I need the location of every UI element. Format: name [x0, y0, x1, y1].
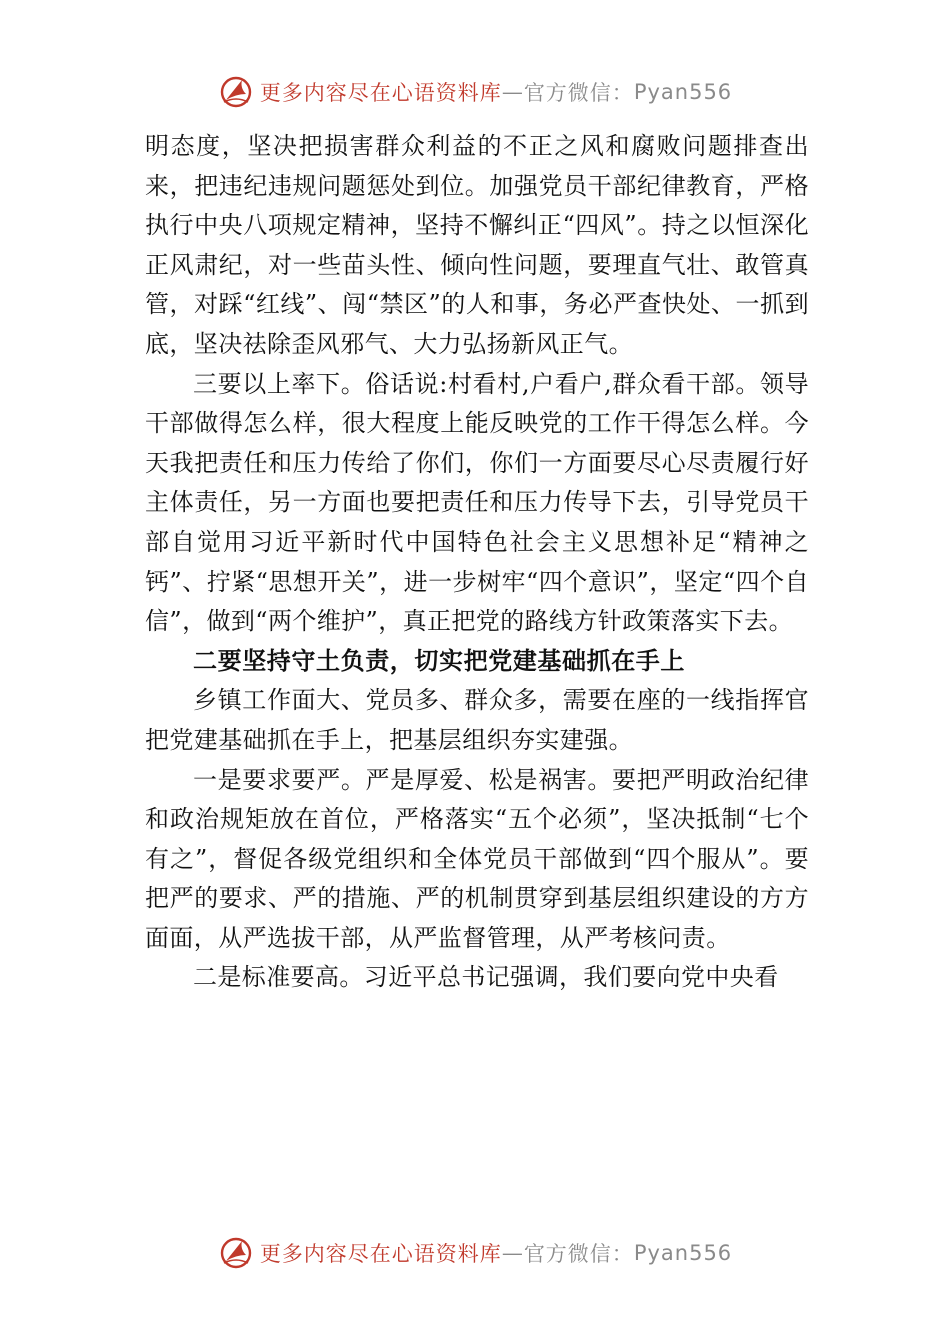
wechat-label: 官方微信：	[523, 81, 634, 105]
library-name-text: 更多内容尽在心语资料库	[259, 1242, 502, 1266]
banner-separator: —	[501, 80, 524, 104]
wechat-id: Pyan556	[633, 80, 733, 104]
library-logo-icon	[218, 74, 254, 110]
document-body	[145, 127, 809, 998]
paragraph-lead-by-example: 三要以上率下。俗话说:村看村,户看户,群众看干部。领导干部做得怎么样，很大程度上能反映党的工作干得怎么样。今天我把责任和压力传给了你们，你们一方面要尽心尽责履行好主体责任，另一方面也要把责任和压力传导下去，引导党员干部自觉用习近平新时代中国特色社会主义思想补足“精神之钙”、拧紧“思想开关”，进一步树牢“四个意识”，坚定“四个自信”，做到“两个维护”，真正把党的路线方针政策落实下去。	[145, 369, 809, 636]
library-name-text: 更多内容尽在心语资料库	[259, 81, 502, 105]
paragraph-continued: 明态度，坚决把损害群众利益的不正之风和腐败问题排查出来，把违纪违规问题惩处到位。加强党员干部纪律教育，严格执行中央八项规定精神，坚持不懈纠正“四风”。持之以恒深化正风肃纪，对一些苗头性、倾向性问题，要理直气壮、敢管真管，对踩“红线”、闯“禁区”的人和事，务必严查快处、一抓到底，坚决祛除歪风邪气、大力弘扬新风正气。	[145, 132, 809, 358]
paragraph-township-work: 乡镇工作面大、党员多、群众多，需要在座的一线指挥官把党建基础抓在手上，把基层组织夯实建强。	[145, 686, 809, 754]
footer-watermark-banner	[0, 1233, 950, 1273]
section-heading: 二要坚持守土负责，切实把党建基础抓在手上	[193, 646, 685, 675]
library-logo-icon	[218, 1235, 254, 1271]
header-watermark-banner	[0, 72, 950, 112]
wechat-label: 官方微信：	[523, 1242, 634, 1266]
banner-separator: —	[501, 1241, 524, 1265]
paragraph-high-standards: 二是标准要高。习近平总书记强调，我们要向党中央看	[193, 963, 779, 992]
paragraph-strict-requirements: 一是要求要严。严是厚爱、松是祸害。要把严明政治纪律和政治规矩放在首位，严格落实“五个必须”，坚决抵制“七个有之”，督促各级党组织和全体党员干部做到“四个服从”。要把严的要求、严的措施、严的机制贯穿到基层组织建设的方方面面，从严选拔干部，从严监督管理，从严考核问责。	[145, 765, 809, 952]
wechat-id: Pyan556	[633, 1241, 733, 1265]
